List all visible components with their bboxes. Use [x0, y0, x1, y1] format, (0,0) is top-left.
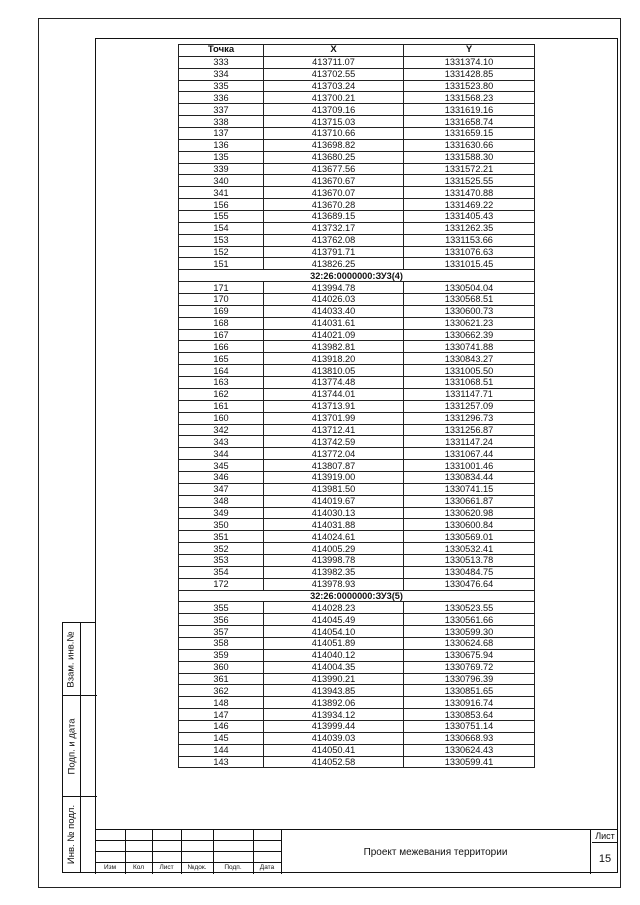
x-cell: 413702.55 — [264, 68, 404, 80]
x-cell: 413710.66 — [264, 128, 404, 140]
x-cell: 414054.10 — [264, 626, 404, 638]
y-cell: 1331067.44 — [404, 448, 535, 460]
y-cell: 1331630.66 — [404, 139, 535, 151]
point-cell: 360 — [179, 661, 264, 673]
point-cell: 352 — [179, 543, 264, 555]
point-cell: 151 — [179, 258, 264, 270]
table-header-row — [179, 45, 535, 57]
x-cell: 413810.05 — [264, 365, 404, 377]
x-cell: 413982.35 — [264, 566, 404, 578]
x-cell: 413670.67 — [264, 175, 404, 187]
y-cell: 1330668.93 — [404, 732, 535, 744]
point-cell: 338 — [179, 116, 264, 128]
y-cell: 1331658.74 — [404, 116, 535, 128]
point-cell: 146 — [179, 720, 264, 732]
y-cell: 1330834.44 — [404, 471, 535, 483]
point-cell: 340 — [179, 175, 264, 187]
table-row — [179, 519, 535, 531]
x-cell: 413918.20 — [264, 353, 404, 365]
tb-col-ndok: №док. — [187, 864, 207, 871]
y-cell: 1330504.04 — [404, 282, 535, 294]
stamp-podp-data-label: Подп. и дата — [66, 718, 77, 774]
point-cell: 161 — [179, 400, 264, 412]
y-cell: 1331257.09 — [404, 400, 535, 412]
point-cell: 148 — [179, 697, 264, 709]
y-cell: 1331572.21 — [404, 163, 535, 175]
tb-col-data: Дата — [259, 864, 275, 871]
table-row — [179, 720, 535, 732]
x-cell: 414004.35 — [264, 661, 404, 673]
y-cell: 1331147.24 — [404, 436, 535, 448]
table-row — [179, 353, 535, 365]
table-row — [179, 732, 535, 744]
y-cell: 1331005.50 — [404, 365, 535, 377]
sheet-label: Лист — [592, 830, 618, 843]
table-row — [179, 68, 535, 80]
table-row — [179, 626, 535, 638]
table-row — [179, 388, 535, 400]
stamp-inv-podl — [63, 797, 81, 872]
x-cell: 413791.71 — [264, 246, 404, 258]
x-cell: 413762.08 — [264, 234, 404, 246]
point-cell: 335 — [179, 80, 264, 92]
point-cell: 346 — [179, 471, 264, 483]
point-cell: 341 — [179, 187, 264, 199]
y-cell: 1330532.41 — [404, 543, 535, 555]
y-cell: 1331523.80 — [404, 80, 535, 92]
table-row — [179, 424, 535, 436]
table-row — [179, 661, 535, 673]
y-cell: 1331469.22 — [404, 199, 535, 211]
table-row — [179, 246, 535, 258]
table-row — [179, 341, 535, 353]
table-row — [179, 377, 535, 389]
point-cell: 154 — [179, 222, 264, 234]
table-row — [179, 317, 535, 329]
table-row — [179, 258, 535, 270]
table-row — [179, 685, 535, 697]
y-cell: 1330476.64 — [404, 578, 535, 590]
x-cell: 413701.99 — [264, 412, 404, 424]
x-cell: 413670.07 — [264, 187, 404, 199]
table-row — [179, 507, 535, 519]
document-title: Проект межевания территории — [281, 830, 591, 874]
table-row — [179, 80, 535, 92]
point-cell: 343 — [179, 436, 264, 448]
tb-col-podp: Подп. — [224, 864, 242, 871]
table-row — [179, 400, 535, 412]
y-cell: 1331374.10 — [404, 56, 535, 68]
y-cell: 1330513.78 — [404, 554, 535, 566]
table-row — [179, 756, 535, 768]
table-row — [179, 649, 535, 661]
stamp-podp-data — [63, 696, 81, 796]
table-row — [179, 495, 535, 507]
header-x: X — [264, 45, 404, 57]
side-stamp — [62, 622, 96, 873]
x-cell: 413712.41 — [264, 424, 404, 436]
section-row — [179, 270, 535, 282]
point-cell: 135 — [179, 151, 264, 163]
y-cell: 1331525.55 — [404, 175, 535, 187]
point-cell: 172 — [179, 578, 264, 590]
table-row — [179, 199, 535, 211]
x-cell: 413698.82 — [264, 139, 404, 151]
x-cell: 413703.24 — [264, 80, 404, 92]
y-cell: 1330851.65 — [404, 685, 535, 697]
x-cell: 413990.21 — [264, 673, 404, 685]
y-cell: 1330624.68 — [404, 637, 535, 649]
table-row — [179, 531, 535, 543]
point-cell: 361 — [179, 673, 264, 685]
table-row — [179, 365, 535, 377]
y-cell: 1330675.94 — [404, 649, 535, 661]
point-cell: 349 — [179, 507, 264, 519]
x-cell: 414051.89 — [264, 637, 404, 649]
x-cell: 414039.03 — [264, 732, 404, 744]
point-cell: 166 — [179, 341, 264, 353]
table-row — [179, 104, 535, 116]
point-cell: 147 — [179, 709, 264, 721]
y-cell: 1330741.15 — [404, 483, 535, 495]
x-cell: 414005.29 — [264, 543, 404, 555]
x-cell: 413943.85 — [264, 685, 404, 697]
y-cell: 1331153.66 — [404, 234, 535, 246]
y-cell: 1330751.14 — [404, 720, 535, 732]
x-cell: 414040.12 — [264, 649, 404, 661]
point-cell: 333 — [179, 56, 264, 68]
table-row — [179, 211, 535, 223]
y-cell: 1331262.35 — [404, 222, 535, 234]
x-cell: 413742.59 — [264, 436, 404, 448]
stamp-vzam-inv — [63, 623, 81, 695]
table-row — [179, 637, 535, 649]
point-cell: 359 — [179, 649, 264, 661]
table-row — [179, 139, 535, 151]
point-cell: 358 — [179, 637, 264, 649]
table-row — [179, 566, 535, 578]
title-block — [95, 829, 618, 873]
stamp-inv-podl-label: Инв. № подл. — [66, 804, 77, 865]
x-cell: 413998.78 — [264, 554, 404, 566]
x-cell: 413934.12 — [264, 709, 404, 721]
x-cell: 414021.09 — [264, 329, 404, 341]
header-point: Точка — [179, 45, 264, 57]
x-cell: 413709.16 — [264, 104, 404, 116]
point-cell: 137 — [179, 128, 264, 140]
table-row — [179, 709, 535, 721]
x-cell: 413689.15 — [264, 211, 404, 223]
point-cell: 347 — [179, 483, 264, 495]
section-row — [179, 590, 535, 602]
table-row — [179, 483, 535, 495]
table-row — [179, 543, 535, 555]
y-cell: 1330843.27 — [404, 353, 535, 365]
x-cell: 414050.41 — [264, 744, 404, 756]
x-cell: 413680.25 — [264, 151, 404, 163]
x-cell: 414045.49 — [264, 614, 404, 626]
table-row — [179, 175, 535, 187]
y-cell: 1331076.63 — [404, 246, 535, 258]
table-row — [179, 151, 535, 163]
x-cell: 413919.00 — [264, 471, 404, 483]
x-cell: 414031.88 — [264, 519, 404, 531]
y-cell: 1330561.66 — [404, 614, 535, 626]
point-cell: 156 — [179, 199, 264, 211]
x-cell: 413711.07 — [264, 56, 404, 68]
point-cell: 143 — [179, 756, 264, 768]
point-cell: 165 — [179, 353, 264, 365]
x-cell: 413892.06 — [264, 697, 404, 709]
y-cell: 1330599.30 — [404, 626, 535, 638]
point-cell: 163 — [179, 377, 264, 389]
x-cell: 414028.23 — [264, 602, 404, 614]
x-cell: 414024.61 — [264, 531, 404, 543]
y-cell: 1330620.98 — [404, 507, 535, 519]
x-cell: 414031.61 — [264, 317, 404, 329]
x-cell: 413772.04 — [264, 448, 404, 460]
table-row — [179, 222, 535, 234]
y-cell: 1331428.85 — [404, 68, 535, 80]
table-row — [179, 697, 535, 709]
point-cell: 155 — [179, 211, 264, 223]
y-cell: 1330621.23 — [404, 317, 535, 329]
y-cell: 1330853.64 — [404, 709, 535, 721]
table-row — [179, 554, 535, 566]
point-cell: 355 — [179, 602, 264, 614]
tb-col-izm: Изм — [103, 864, 117, 871]
y-cell: 1331001.46 — [404, 460, 535, 472]
point-cell: 169 — [179, 305, 264, 317]
sheet-number: 15 — [598, 852, 612, 865]
y-cell: 1330600.84 — [404, 519, 535, 531]
point-cell: 145 — [179, 732, 264, 744]
y-cell: 1330916.74 — [404, 697, 535, 709]
table-row — [179, 471, 535, 483]
section-title: 32:26:0000000:ЗУ3(4) — [179, 270, 535, 282]
table-body — [179, 56, 535, 768]
table-row — [179, 673, 535, 685]
y-cell: 1331405.43 — [404, 211, 535, 223]
point-cell: 164 — [179, 365, 264, 377]
x-cell: 413732.17 — [264, 222, 404, 234]
point-cell: 136 — [179, 139, 264, 151]
coordinates-table — [178, 44, 535, 768]
y-cell: 1331619.16 — [404, 104, 535, 116]
x-cell: 414030.13 — [264, 507, 404, 519]
table-row — [179, 436, 535, 448]
point-cell: 153 — [179, 234, 264, 246]
stamp-vzam-inv-label: Взам. инв.№ — [66, 630, 77, 688]
y-cell: 1330661.87 — [404, 495, 535, 507]
y-cell: 1330569.01 — [404, 531, 535, 543]
point-cell: 171 — [179, 282, 264, 294]
x-cell: 413978.93 — [264, 578, 404, 590]
table-row — [179, 163, 535, 175]
y-cell: 1331296.73 — [404, 412, 535, 424]
table-row — [179, 187, 535, 199]
y-cell: 1331068.51 — [404, 377, 535, 389]
point-cell: 345 — [179, 460, 264, 472]
point-cell: 334 — [179, 68, 264, 80]
table-row — [179, 294, 535, 306]
point-cell: 339 — [179, 163, 264, 175]
x-cell: 413981.50 — [264, 483, 404, 495]
y-cell: 1330769.72 — [404, 661, 535, 673]
y-cell: 1330568.51 — [404, 294, 535, 306]
y-cell: 1330741.88 — [404, 341, 535, 353]
x-cell: 414052.58 — [264, 756, 404, 768]
table-row — [179, 460, 535, 472]
x-cell: 413994.78 — [264, 282, 404, 294]
table-row — [179, 128, 535, 140]
y-cell: 1330796.39 — [404, 673, 535, 685]
y-cell: 1330624.43 — [404, 744, 535, 756]
point-cell: 356 — [179, 614, 264, 626]
point-cell: 336 — [179, 92, 264, 104]
tb-col-kol: Кол — [132, 864, 145, 871]
x-cell: 413670.28 — [264, 199, 404, 211]
section-title: 32:26:0000000:ЗУ3(5) — [179, 590, 535, 602]
header-y: Y — [404, 45, 535, 57]
table-row — [179, 602, 535, 614]
y-cell: 1330600.73 — [404, 305, 535, 317]
x-cell: 414033.40 — [264, 305, 404, 317]
point-cell: 354 — [179, 566, 264, 578]
point-cell: 362 — [179, 685, 264, 697]
y-cell: 1330662.39 — [404, 329, 535, 341]
y-cell: 1331256.87 — [404, 424, 535, 436]
table-row — [179, 329, 535, 341]
table-row — [179, 92, 535, 104]
point-cell: 342 — [179, 424, 264, 436]
table-row — [179, 744, 535, 756]
point-cell: 167 — [179, 329, 264, 341]
x-cell: 413807.87 — [264, 460, 404, 472]
point-cell: 344 — [179, 448, 264, 460]
point-cell: 162 — [179, 388, 264, 400]
table-row — [179, 234, 535, 246]
y-cell: 1330484.75 — [404, 566, 535, 578]
x-cell: 414019.67 — [264, 495, 404, 507]
table-row — [179, 305, 535, 317]
x-cell: 413999.44 — [264, 720, 404, 732]
y-cell: 1330523.55 — [404, 602, 535, 614]
y-cell: 1331470.88 — [404, 187, 535, 199]
point-cell: 337 — [179, 104, 264, 116]
table-row — [179, 448, 535, 460]
x-cell: 414026.03 — [264, 294, 404, 306]
point-cell: 170 — [179, 294, 264, 306]
x-cell: 413826.25 — [264, 258, 404, 270]
point-cell: 350 — [179, 519, 264, 531]
table-row — [179, 282, 535, 294]
table-row — [179, 412, 535, 424]
y-cell: 1331147.71 — [404, 388, 535, 400]
x-cell: 413774.48 — [264, 377, 404, 389]
point-cell: 353 — [179, 554, 264, 566]
point-cell: 357 — [179, 626, 264, 638]
x-cell: 413982.81 — [264, 341, 404, 353]
point-cell: 348 — [179, 495, 264, 507]
table-row — [179, 614, 535, 626]
x-cell: 413744.01 — [264, 388, 404, 400]
y-cell: 1331568.23 — [404, 92, 535, 104]
tb-col-list: Лист — [159, 864, 174, 871]
table-row — [179, 578, 535, 590]
table-row — [179, 116, 535, 128]
x-cell: 413700.21 — [264, 92, 404, 104]
point-cell: 144 — [179, 744, 264, 756]
x-cell: 413715.03 — [264, 116, 404, 128]
y-cell: 1331659.15 — [404, 128, 535, 140]
x-cell: 413677.56 — [264, 163, 404, 175]
x-cell: 413713.91 — [264, 400, 404, 412]
y-cell: 1331588.30 — [404, 151, 535, 163]
point-cell: 160 — [179, 412, 264, 424]
table-row — [179, 56, 535, 68]
y-cell: 1331015.45 — [404, 258, 535, 270]
point-cell: 351 — [179, 531, 264, 543]
y-cell: 1330599.41 — [404, 756, 535, 768]
point-cell: 168 — [179, 317, 264, 329]
point-cell: 152 — [179, 246, 264, 258]
